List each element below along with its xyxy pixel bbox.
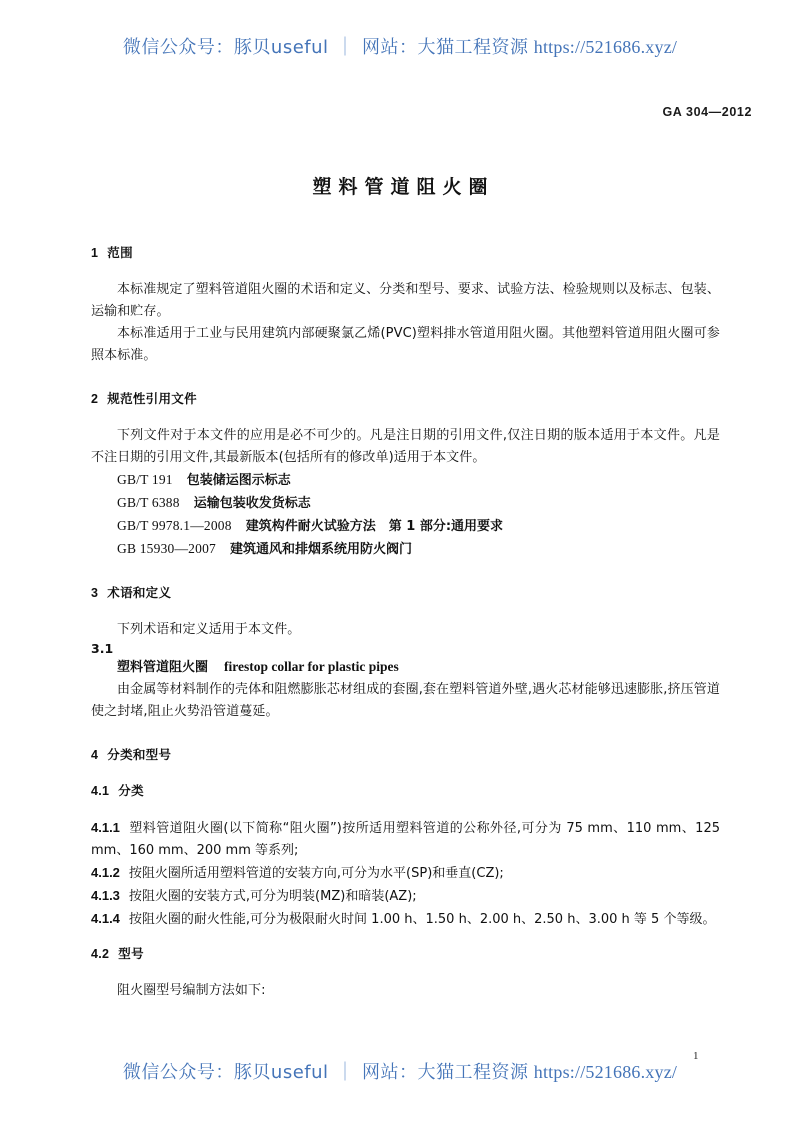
document-content [91, 243, 720, 1002]
watermark-separator: ｜ [335, 37, 356, 58]
section-4-2-paragraph-1: 阻火圈型号编制方法如下: [117, 983, 266, 998]
watermark-top [0, 32, 800, 59]
watermark-site-label: 网站：大猫工程资源 [362, 37, 529, 58]
clause-4-1-4 [91, 908, 720, 931]
page-number: 1 [693, 1050, 699, 1062]
reference-title: 运输包装收发货标志 [193, 496, 311, 511]
clause-number: 4.1.3 [91, 888, 120, 903]
clause-text: 塑料管道阻火圈(以下简称“阻火圈”)按所适用塑料管道的公称外径,可分为 75 mm、110 mm、125 mm、160 mm、200 mm 等系列; [91, 821, 720, 858]
reference-title: 包装储运图示标志 [186, 473, 291, 488]
normative-reference [91, 515, 720, 538]
reference-title: 建筑通风和排烟系统用防火阀门 [229, 542, 412, 557]
watermark-site-label: 网站：大猫工程资源 [362, 1062, 529, 1083]
section-title-2: 规范性引用文件 [107, 391, 197, 406]
section-number-4: 4 [91, 748, 99, 762]
normative-reference [91, 538, 720, 561]
reference-code: GB/T 9978.1—2008 [117, 518, 232, 533]
term-entry [91, 656, 720, 679]
section-heading-1 [91, 243, 720, 261]
term-definition: 由金属等材料制作的壳体和阻燃膨胀芯材组成的套圈,套在塑料管道外壁,遇火芯材能够迅速膨胀,挤压管道使之封堵,阻止火势沿管道蔓延。 [91, 682, 720, 719]
reference-code: GB/T 191 [117, 472, 173, 487]
normative-reference [91, 492, 720, 515]
reference-code: GB/T 6388 [117, 495, 180, 510]
watermark-url: https://521686.xyz/ [533, 37, 678, 57]
standard-number: GA 304—2012 [662, 105, 752, 119]
reference-title: 建筑构件耐火试验方法 第 1 部分:通用要求 [245, 519, 504, 534]
clause-4-1-1 [91, 817, 720, 862]
subsection-title-4-2: 型号 [118, 946, 144, 961]
clause-number: 4.1.1 [91, 820, 120, 835]
subsection-heading-4-1 [91, 781, 720, 799]
section-1-paragraph-2: 本标准适用于工业与民用建筑内部硬聚氯乙烯(PVC)塑料排水管道用阻火圈。其他塑料管道用阻火圈可参照本标准。 [91, 326, 720, 363]
page-title: 塑料管道阻火圈 [312, 176, 495, 198]
clause-number: 4.1.4 [91, 911, 120, 926]
term-chinese: 塑料管道阻火圈 [117, 660, 209, 675]
clause-number-3-1: 3.1 [91, 641, 114, 656]
clause-4-1-3 [91, 885, 720, 908]
section-number-2: 2 [91, 392, 99, 406]
clause-text: 按阻火圈所适用塑料管道的安装方向,可分为水平(SP)和垂直(CZ); [128, 866, 504, 881]
section-number-3: 3 [91, 586, 99, 600]
clause-number: 4.1.2 [91, 865, 120, 880]
section-title-1: 范围 [107, 245, 133, 260]
watermark-separator: ｜ [335, 1062, 356, 1083]
subsection-heading-4-2 [91, 944, 720, 962]
watermark-bottom [0, 1057, 800, 1084]
normative-reference [91, 469, 720, 492]
clause-text: 按阻火圈的安装方式,可分为明装(MZ)和暗装(AZ); [128, 889, 417, 904]
watermark-wechat-label: 微信公众号：豚贝useful [122, 37, 329, 58]
section-title-3: 术语和定义 [107, 585, 172, 600]
clause-text: 按阻火圈的耐火性能,可分为极限耐火时间 1.00 h、1.50 h、2.00 h、2.50 h、3.00 h 等 5 个等级。 [128, 912, 716, 927]
watermark-wechat-label: 微信公众号：豚贝useful [122, 1062, 329, 1083]
section-heading-2 [91, 389, 720, 407]
section-2-paragraph-1: 下列文件对于本文件的应用是必不可少的。凡是注日期的引用文件,仅注日期的版本适用于本文件。凡是不注日期的引用文件,其最新版本(包括所有的修改单)适用于本文件。 [91, 428, 720, 465]
clause-4-1-2 [91, 862, 720, 885]
section-3-paragraph-1: 下列术语和定义适用于本文件。 [117, 622, 301, 637]
section-number-1: 1 [91, 246, 99, 260]
term-english: firestop collar for plastic pipes [224, 659, 399, 674]
subsection-number-4-1: 4.1 [91, 784, 110, 798]
subsection-number-4-2: 4.2 [91, 947, 110, 961]
section-1-paragraph-1: 本标准规定了塑料管道阻火圈的术语和定义、分类和型号、要求、试验方法、检验规则以及标志、包装、运输和贮存。 [91, 282, 720, 319]
subsection-title-4-1: 分类 [118, 783, 144, 798]
section-title-4: 分类和型号 [107, 747, 172, 762]
watermark-url: https://521686.xyz/ [533, 1062, 678, 1082]
section-heading-4 [91, 745, 720, 763]
reference-code: GB 15930—2007 [117, 541, 216, 556]
section-heading-3 [91, 583, 720, 601]
